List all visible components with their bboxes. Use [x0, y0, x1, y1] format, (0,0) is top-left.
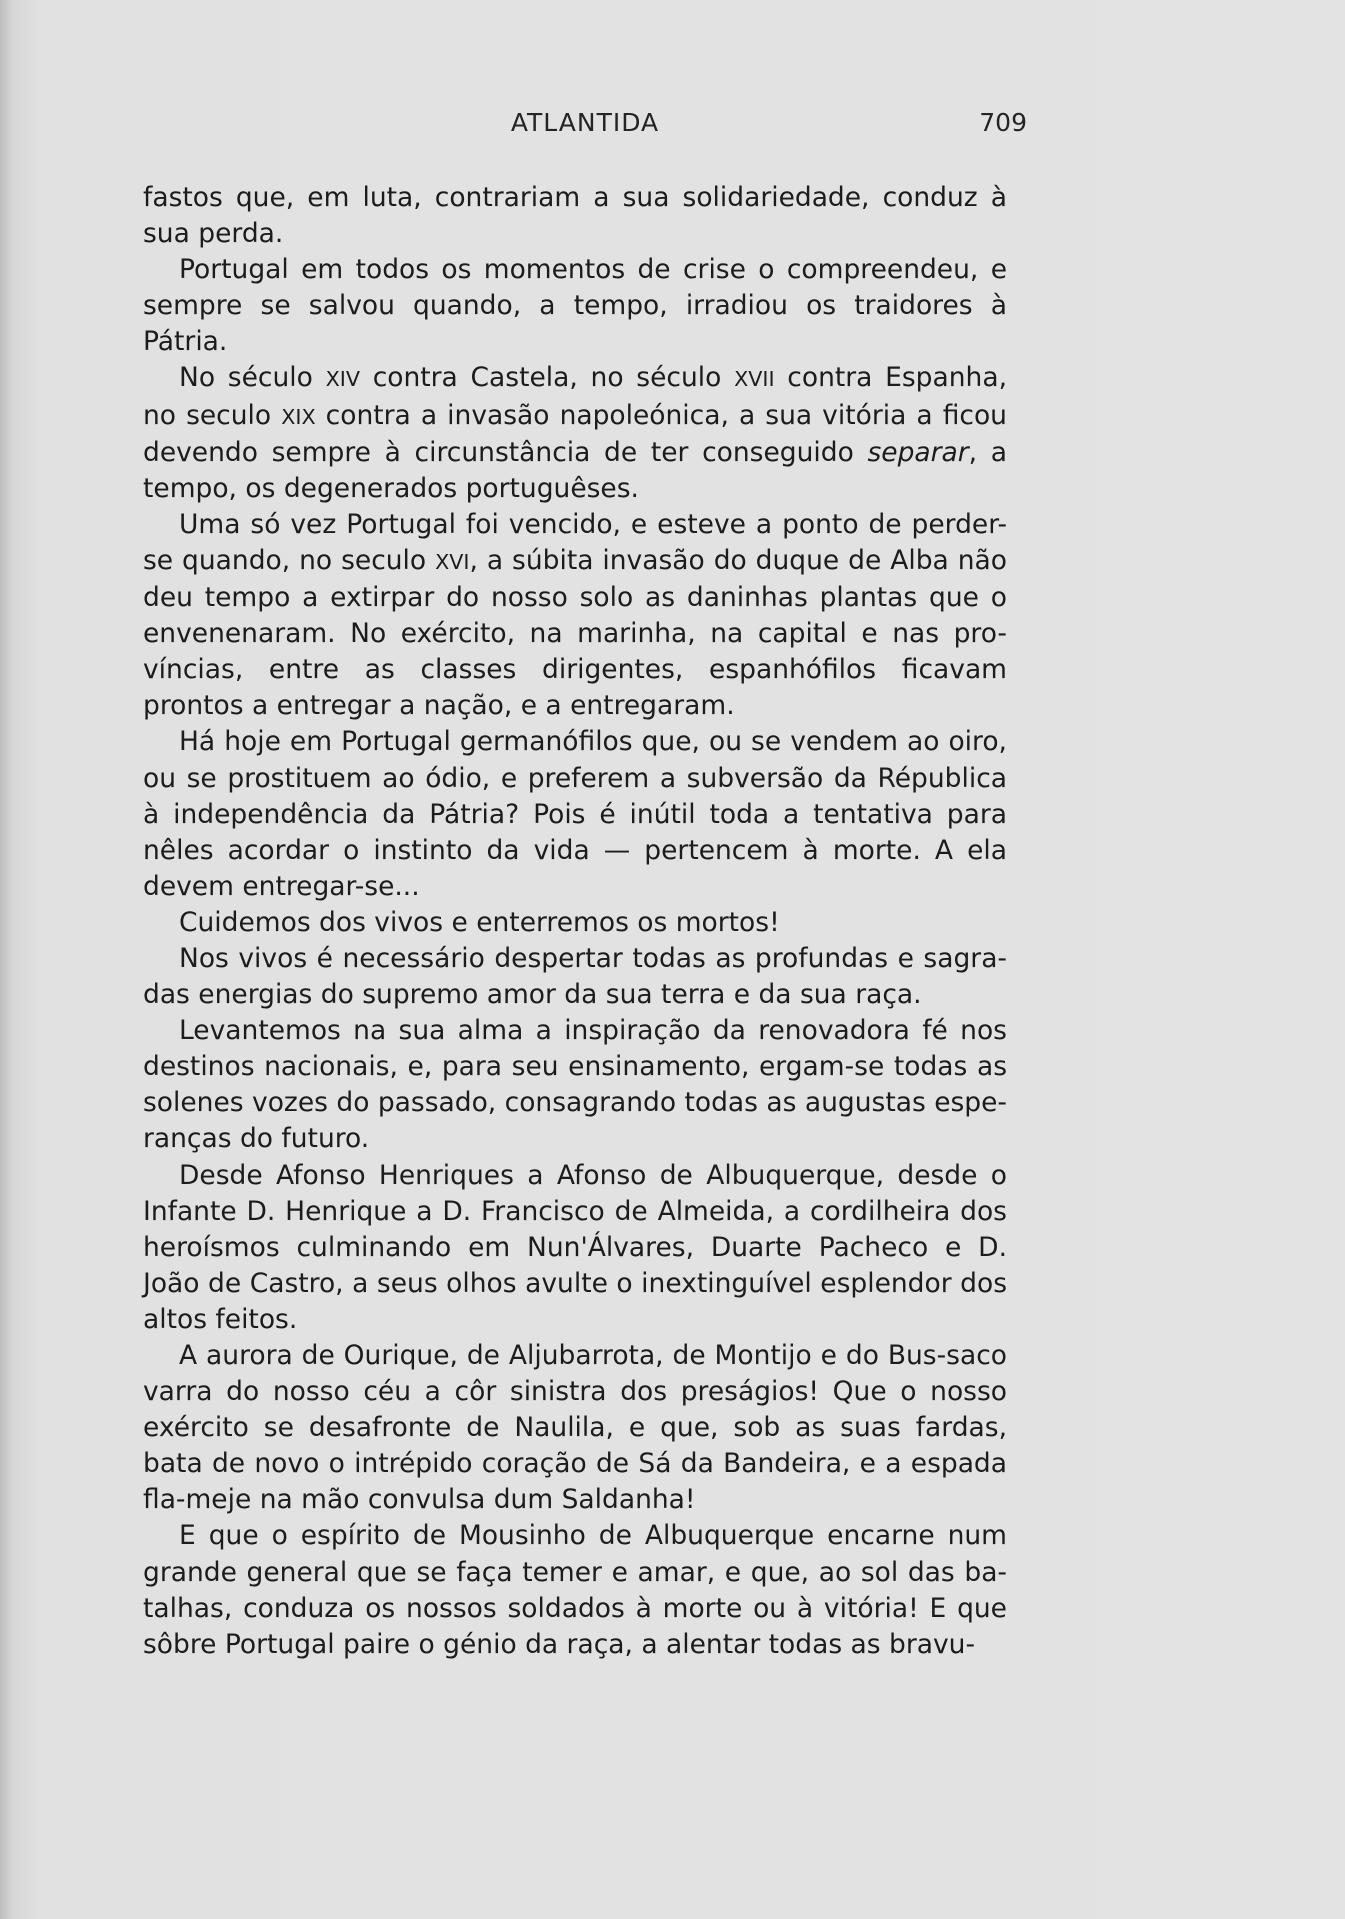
- paragraph-7: Nos vivos é necessário despertar todas as profundas e sagra-das energias do supremo amor da sua terra e da sua raça.: [143, 942, 1007, 1011]
- paragraph-11: E que o espírito de Mousinho de Albuquerque encarne num grande general que se faça temer e amar, e que, ao sol das ba-talhas, conduza os nossos soldados à morte ou à vitória! E que sôbre Portugal paire o génio da raça, a alentar todas as bravu-: [143, 1520, 1007, 1660]
- journal-title: ATLANTIDA: [510, 108, 660, 137]
- paragraph-4: [143, 507, 1007, 725]
- paragraph-3-text-g: , a tempo, os degenerados portuguêses.: [143, 436, 1008, 504]
- century-numeral: XIV: [325, 367, 360, 392]
- paragraph-3-text-d: contra Espanha, no seculo: [143, 362, 1007, 431]
- running-head: [143, 108, 1027, 148]
- body-text: [143, 180, 1007, 1663]
- paragraph-5: Há hoje em Portugal germanófilos que, ou se vendem ao oiro, ou se prostituem ao ódio, e preferem a subversão da Républica à independência da Pátria? Pois é inútil toda a tentativa para nêles acordar o instinto da vida — pertencem à morte. A ela devem entregar-se...: [143, 726, 1007, 902]
- page-number: 709: [979, 108, 1027, 137]
- century-numeral: XVII: [734, 367, 775, 392]
- paragraph-3-text-e: contra a invasão napoleónica, a sua vitória a ficou devendo sempre à circunstância de ter conseguido: [143, 399, 1007, 468]
- paragraph-10: A aurora de Ourique, de Aljubarrota, de Montijo e do Bus-saco varra do nosso céu a côr sinistra dos preságios! Que o nosso exército se desafronte de Naulila, e que, sob as suas fardas, bata de novo o intrépido coração de Sá da Bandeira, e a espada fla-meje na mão convulsa dum Saldanha!: [143, 1340, 1007, 1516]
- paragraph-3: [143, 360, 1007, 506]
- paragraph-6: Cuidemos dos vivos e enterremos os mortos!: [179, 906, 780, 938]
- century-numeral: XIX: [281, 404, 316, 429]
- paragraph-8: Levantemos na sua alma a inspiração da renovadora fé nos destinos nacionais, e, para seu ensinamento, ergam-se todas as solenes vozes do passado, consagrando todas as augustas espe-ranças do futuro.: [143, 1015, 1007, 1155]
- paragraph-3-text-b: contra Castela, no século: [359, 362, 735, 394]
- paragraph-4-text-a: Uma só vez Portugal foi vencido, e esteve a ponto de perder-se quando, no seculo: [143, 508, 1007, 576]
- century-numeral: XVI: [435, 549, 470, 574]
- paragraph-9: Desde Afonso Henriques a Afonso de Albuquerque, desde o Infante D. Henrique a D. Francisco de Almeida, a cordilheira dos heroísmos culminando em Nun'Álvares, Duarte Pacheco e D. João de Castro, a seus olhos avulte o inextinguível esplendor dos altos feitos.: [143, 1159, 1007, 1335]
- paragraph-3-text-a: No século: [179, 362, 326, 394]
- paragraph-4-text-b: , a súbita invasão do duque de Alba não deu tempo a extirpar do nosso solo as daninhas plantas que o envenenaram. No exército, na marinha, na capital e nas pro-víncias, entre as classes dirigentes, espanhófilos ficavam prontos a entregar a nação, e a entregaram.: [143, 544, 1007, 722]
- paragraph-2: Portugal em todos os momentos de crise o compreendeu, e sempre se salvou quando, a tempo, irradiou os traidores à Pátria.: [143, 254, 1007, 358]
- paragraph-1: fastos que, em luta, contrariam a sua solidariedade, conduz à sua perda.: [143, 182, 1007, 250]
- italic-word: separar: [867, 436, 969, 468]
